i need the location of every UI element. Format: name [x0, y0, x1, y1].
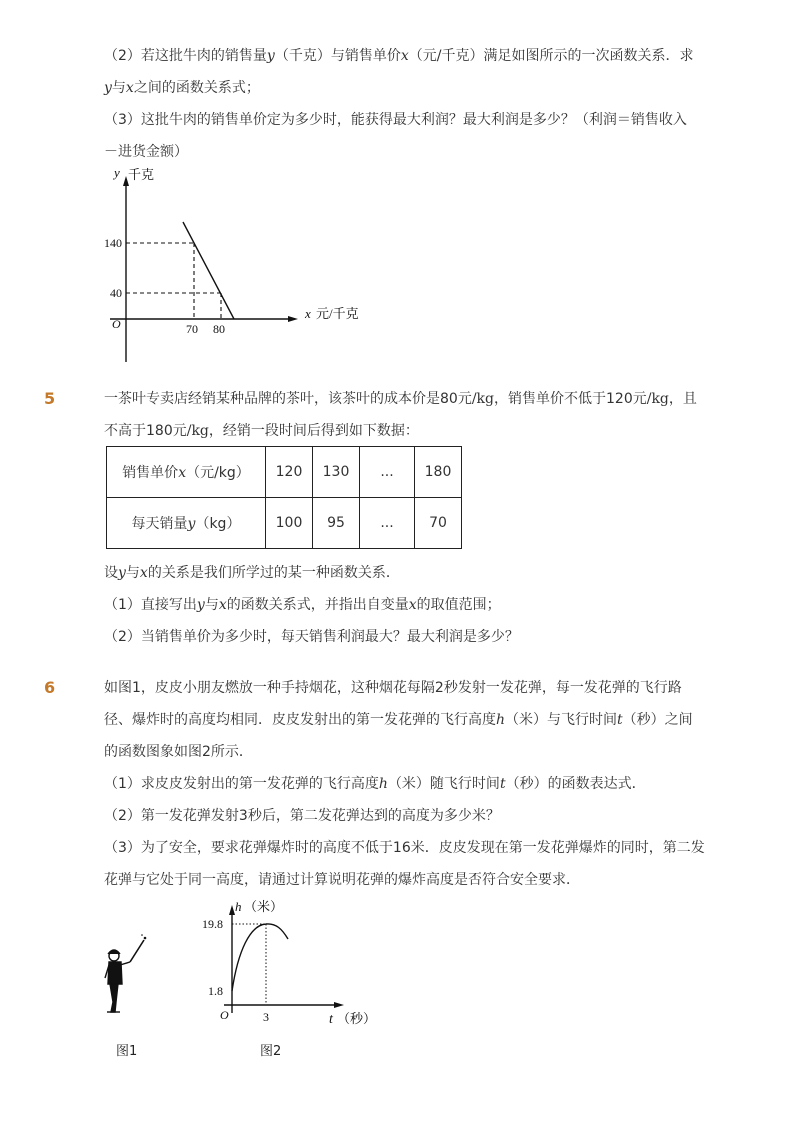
q5-part2: （2）当销售单价为多少时，每天销售利润最大？最大利润是多少？: [104, 629, 519, 645]
q5-stem-line1: 一茶叶专卖店经销某种品牌的茶叶，该茶叶的成本价是80元/kg，销售单价不低于120元/kg，且: [104, 391, 697, 407]
q5-part1: （1）直接写出y与x的函数关系式，并指出自变量x的取值范围；: [104, 597, 501, 613]
q4-part3-line2: －进货金额）: [104, 144, 188, 160]
t-axis-arrow-icon: [334, 1002, 344, 1008]
x-axis-arrow-icon: [288, 316, 298, 322]
table-cell: ...: [360, 498, 415, 549]
q5-stem-line2: 不高于180元/kg，经销一段时间后得到如下数据：: [104, 423, 419, 439]
figure2-caption: 图2: [260, 1044, 282, 1059]
q6-stem-line3: 的函数图象如图2所示．: [104, 744, 253, 760]
h-tick-1-8: 1.8: [208, 984, 223, 998]
q4-linear-graph: [100, 162, 380, 368]
h-tick-19-8: 19.8: [202, 917, 223, 931]
figure1-child-illustration: [96, 932, 160, 1024]
spark-icon: [144, 937, 147, 940]
q5-data-table: [106, 446, 462, 549]
q6-part2: （2）第一发花弹发射3秒后，第二发花弹达到的高度为多少米？: [104, 808, 500, 824]
table-cell: 120: [266, 447, 313, 498]
y-tick-40: 40: [110, 286, 122, 300]
t-tick-3: 3: [263, 1010, 269, 1024]
table-cell: 130: [313, 447, 360, 498]
question-number-5: 5: [44, 389, 56, 408]
y-axis-unit: 千克: [128, 167, 155, 182]
question-number-6: 6: [44, 678, 56, 697]
q4-part2-line1: （2）若这批牛肉的销售量y（千克）与销售单价x（元/千克）满足如图所示的一次函数关系．求: [104, 48, 694, 64]
parabola-curve: [232, 924, 288, 991]
table-cell: 180: [415, 447, 462, 498]
q6-stem-line1: 如图1，皮皮小朋友燃放一种手持烟花，这种烟花每隔2秒发射一发花弹，每一发花弹的飞行路: [104, 680, 682, 696]
t-axis-unit: （秒）: [337, 1011, 376, 1026]
y-axis-var: y: [114, 165, 120, 180]
origin-label: O: [112, 317, 121, 331]
x-axis-var: x: [305, 306, 311, 321]
table-row-sales: [107, 498, 462, 549]
table-row-price: [107, 447, 462, 498]
q6-part3-line2: 花弹与它处于同一高度，请通过计算说明花弹的爆炸高度是否符合安全要求．: [104, 872, 580, 888]
h-axis-unit: （米）: [244, 899, 284, 914]
x-tick-80: 80: [213, 322, 225, 336]
x-axis-unit: 元/千克: [316, 306, 359, 321]
x-tick-70: 70: [186, 322, 198, 336]
figure1-caption: 图1: [116, 1044, 138, 1059]
q4-part2-line2: y与x之间的函数关系式；: [104, 80, 260, 96]
y-tick-140: 140: [104, 236, 122, 250]
q6-stem-line2: 径、爆炸时的高度均相同．皮皮发射出的第一发花弹的飞行高度h（米）与飞行时间t（秒）之间: [104, 712, 693, 728]
row-header-sales: 每天销量y（kg）: [107, 498, 266, 549]
q6-part1: （1）求皮皮发射出的第一发花弹的飞行高度h（米）随飞行时间t（秒）的函数表达式．: [104, 776, 646, 792]
row-header-price: 销售单价x（元/kg）: [107, 447, 266, 498]
table-cell: ...: [360, 447, 415, 498]
origin-label: O: [220, 1008, 229, 1022]
t-axis-var: t: [329, 1012, 333, 1027]
q5-assumption: 设y与x的关系是我们所学过的某一种函数关系．: [104, 565, 400, 581]
q6-part3-line1: （3）为了安全，要求花弹爆炸时的高度不低于16米．皮皮发现在第一发花弹爆炸的同时，第二发: [104, 840, 705, 856]
guide-lines: [126, 243, 221, 319]
table-cell: 95: [313, 498, 360, 549]
figure2-parabola-graph: [196, 895, 376, 1031]
linear-function-line: [183, 222, 234, 319]
table-cell: 100: [266, 498, 313, 549]
table-cell: 70: [415, 498, 462, 549]
q4-part3-line1: （3）这批牛肉的销售单价定为多少时，能获得最大利润？最大利润是多少？（利润＝销售收入: [104, 112, 687, 128]
h-axis-var: h: [235, 899, 242, 914]
